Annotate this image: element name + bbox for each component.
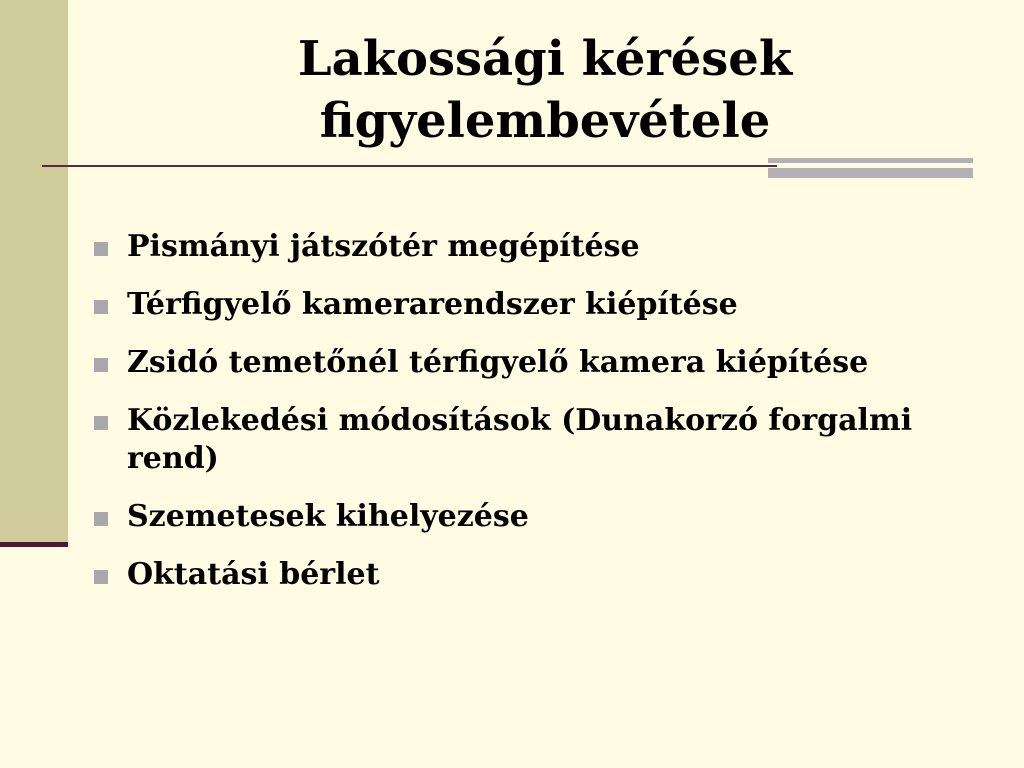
square-bullet-icon [94, 300, 108, 314]
bullet-item [90, 402, 970, 478]
bullet-text: Zsidó temetőnél térfigyelő kamera kiépítése [127, 345, 869, 380]
bullet-text: Oktatási bérlet [127, 557, 380, 592]
bullet-text: Térfigyelő kamerarendszer kiépítése [127, 287, 738, 322]
square-bullet-icon [94, 416, 108, 430]
bullet-item [90, 344, 970, 382]
square-bullet-icon [94, 570, 108, 584]
slide-title: Lakossági kérések figyelembevétele [297, 31, 793, 149]
bullet-text: Közlekedési módosítások (Dunakorzó forgalmi rend) [127, 403, 913, 476]
left-band-accent-line [0, 542, 68, 547]
bullet-text: Szemetesek kihelyezése [127, 499, 529, 534]
bullet-item [90, 556, 970, 594]
square-bullet-icon [94, 242, 108, 256]
bullet-item [90, 228, 970, 266]
bullet-item [90, 498, 970, 536]
gray-accent-stripe-top [768, 158, 973, 163]
bullet-text: Pismányi játszótér megépítése [127, 229, 640, 264]
title-underline [42, 165, 777, 167]
bullet-item [90, 286, 970, 324]
square-bullet-icon [94, 512, 108, 526]
left-decorative-band [0, 0, 68, 545]
square-bullet-icon [94, 358, 108, 372]
bullet-list [90, 228, 970, 614]
gray-accent-stripe-bottom [768, 168, 973, 178]
